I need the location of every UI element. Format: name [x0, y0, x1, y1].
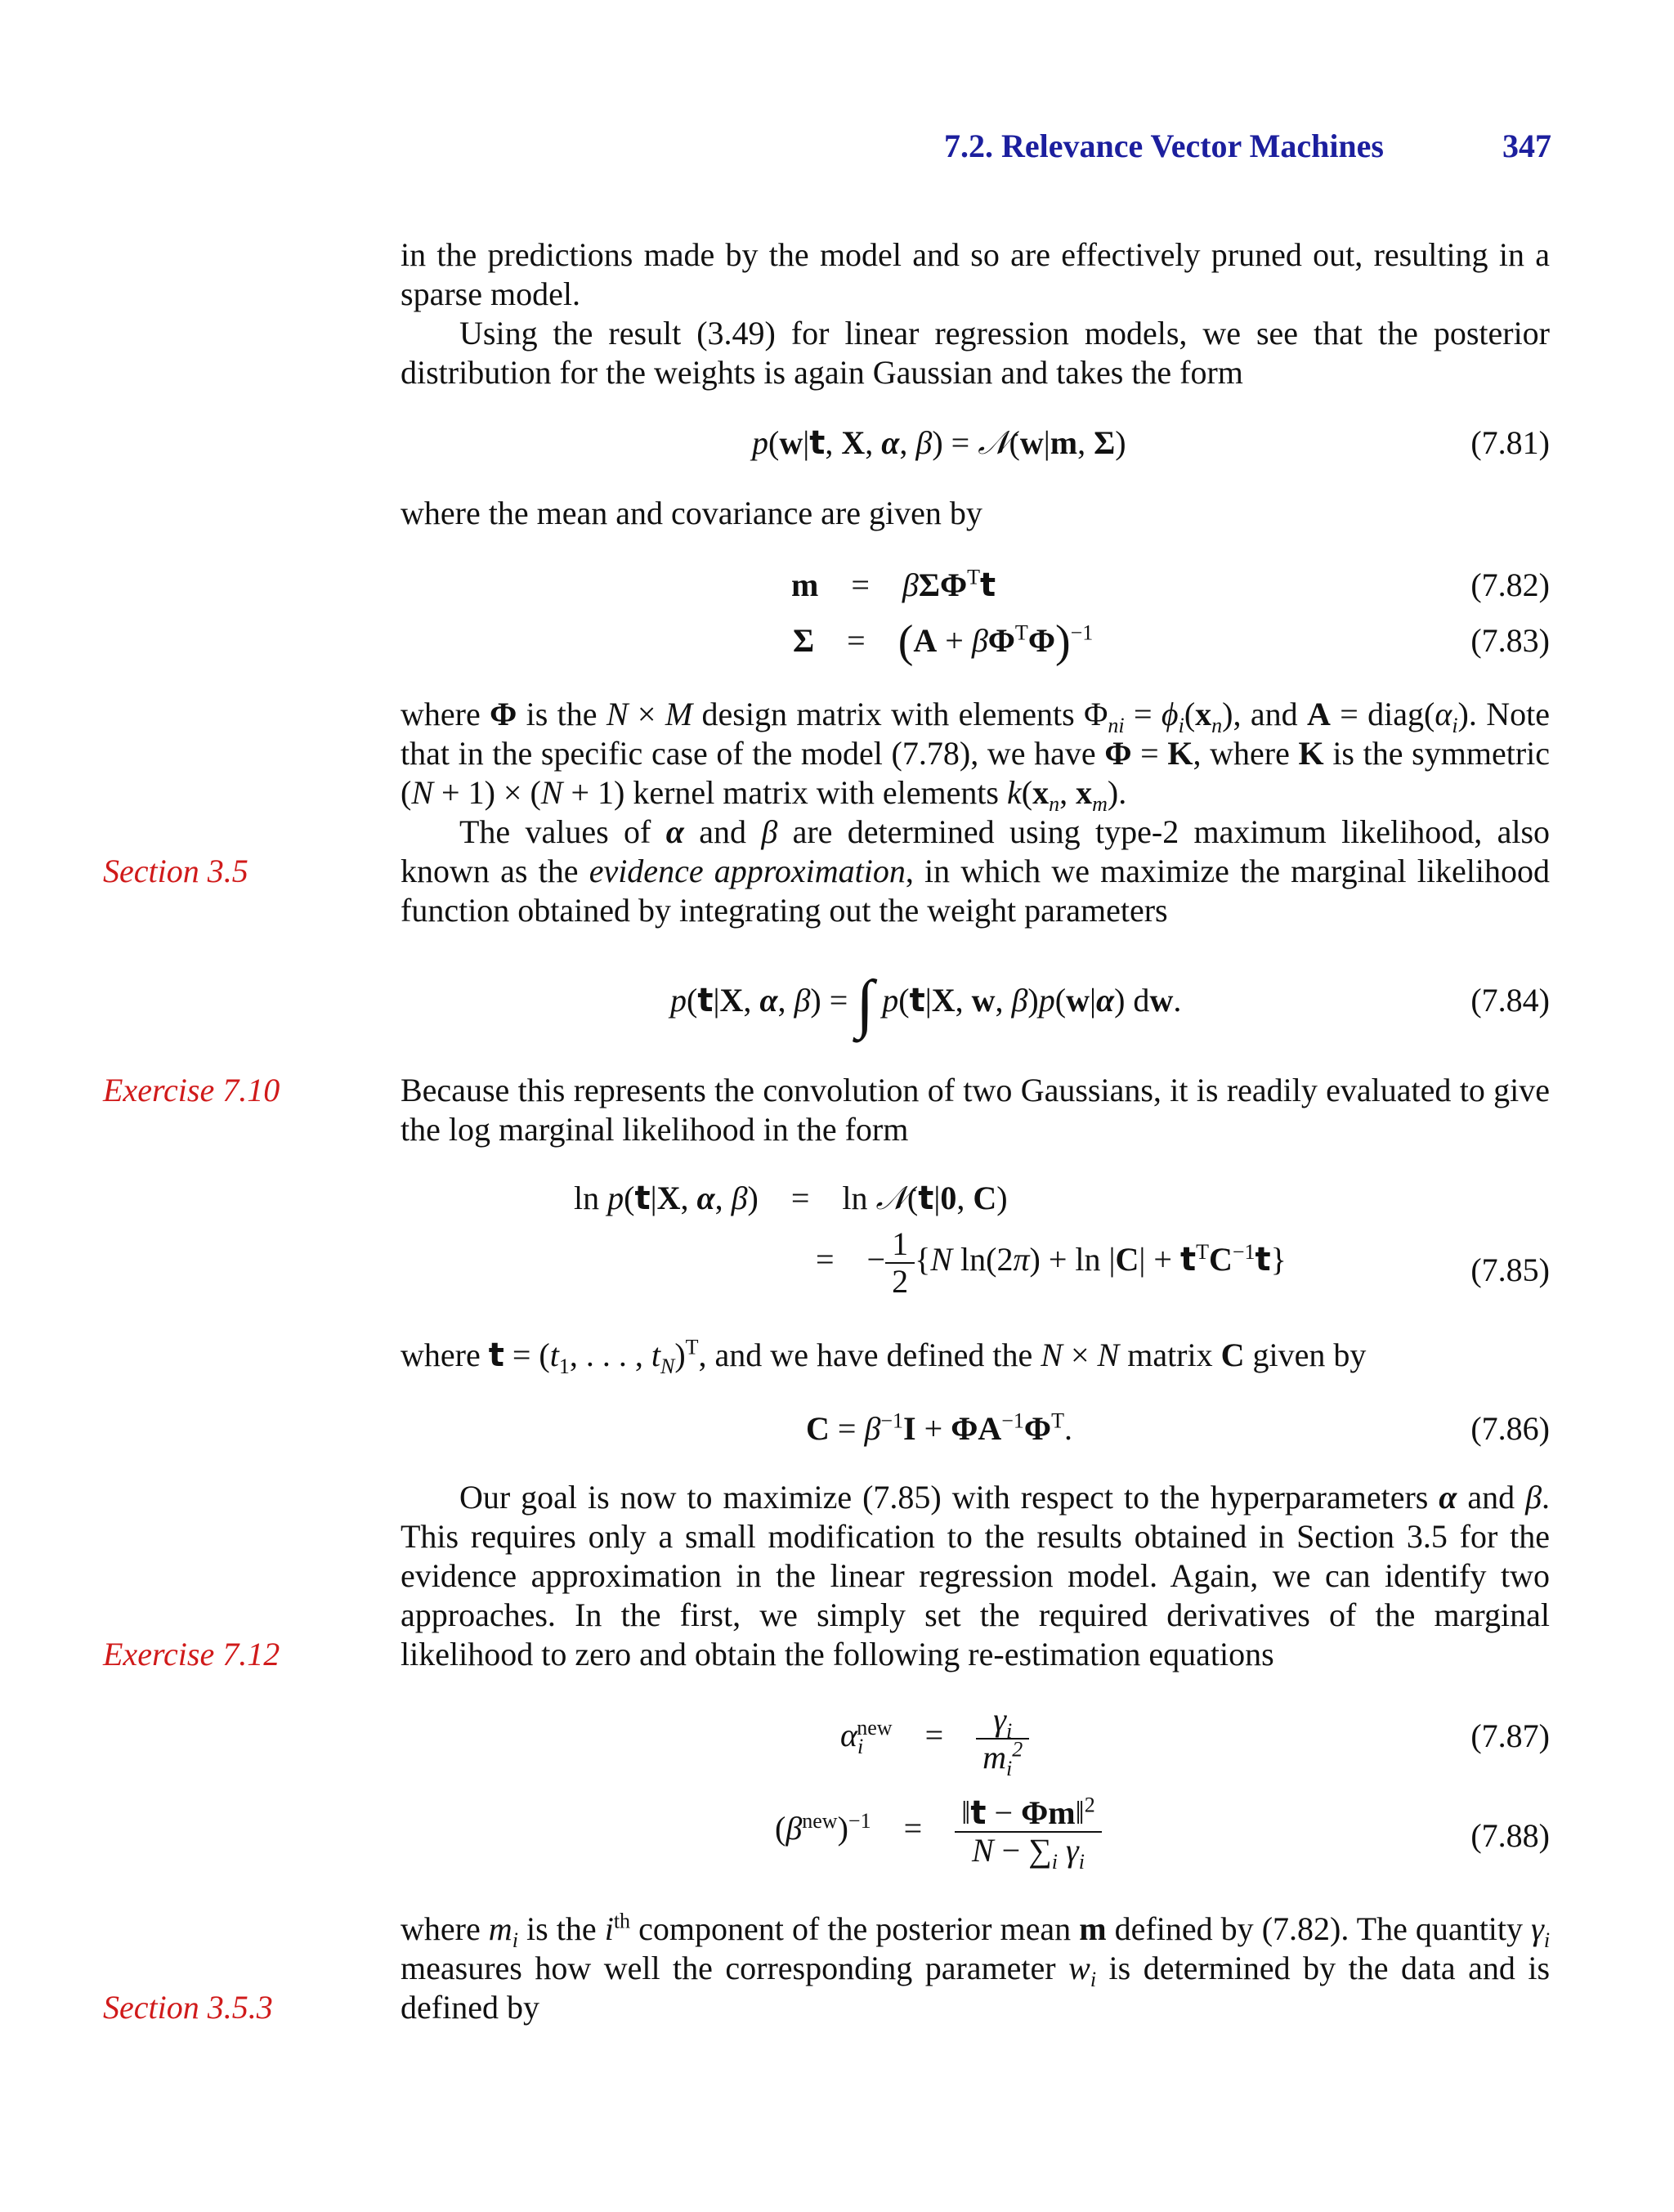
equation-number: (7.84): [1470, 982, 1550, 1019]
equation-7-82: [401, 566, 1550, 615]
equation-number: (7.82): [1470, 566, 1550, 603]
margin-note-section-3-5[interactable]: Section 3.5: [103, 853, 248, 889]
equation-body: p(w|t, X, α, β) = 𝒩(w|m, Σ): [752, 424, 1126, 462]
paragraph-5: The values of α and β are determined using type-2 maximum likelihood, also known as the evidence approximation, in which we maximize the marginal likelihood function obtained by integrating out the weight parameters: [401, 813, 1551, 929]
equation-body: $(\beta^{new})^{-1}$ = $\frac{‖t - \Phi m‖^2}{N - \sum_i \gamma_i}$: [775, 1795, 1102, 1869]
paragraph-8: Our goal is now to maximize (7.85) with respect to the hyperparameters α and β. This requires only a small modification to the results obtained in Section 3.5 for the evidence approximation in the linear regression model. Again, we can identify two approaches. In the first, we simply set the required derivatives of the marginal likelihood to zero and obtain the following re-estimation equations: [401, 1479, 1551, 1672]
page-number: 347: [1502, 128, 1551, 164]
margin-note-exercise-7-12[interactable]: Exercise 7.12: [103, 1636, 280, 1672]
paragraph-2: Using the result (3.49) for linear regression models, we see that the posterior distribution for the weights is again Gaussian and takes the form: [401, 315, 1550, 391]
margin-note-section-3-5-3[interactable]: Section 3.5.3: [103, 1989, 273, 2026]
equation-number: (7.87): [1470, 1717, 1550, 1754]
margin-note-exercise-7-10[interactable]: Exercise 7.10: [103, 1072, 280, 1108]
equation-number: (7.88): [1470, 1817, 1550, 1854]
section-title: 7.2. Relevance Vector Machines: [943, 128, 1384, 164]
equation-number: (7.83): [1470, 622, 1550, 659]
paragraph-4: where Φ is the N × M design matrix with elements $\Phi_{ni} = \phi_i(x_n)$, and $A = diag(\alpha_i)$. Note that in the specific case of the model (7.78), we have Φ = K, where K is the symmetric (N + 1) × (N + 1) kernel matrix with elements $k(x_n$, $x_m$).: [401, 696, 1551, 816]
equation-7-84: [401, 967, 1550, 1040]
paragraph-7: where $t = (t_1$, . . . , $t_N)^T$, and we have defined the N × N matrix C given by: [401, 1335, 1367, 1378]
paragraph-3: where the mean and covariance are given by: [401, 495, 982, 531]
equation-7-87: [401, 1702, 1550, 1784]
equation-7-88: [401, 1795, 1550, 1885]
equation-7-83: [401, 616, 1550, 670]
equation-body: Σ = $(A + \beta\Phi^T\Phi)^{-1}$: [793, 616, 1094, 667]
equation-7-85-line-2: [401, 1226, 1550, 1308]
equation-number: (7.81): [1470, 424, 1550, 461]
equation-body: p(t|X, α, β) = ∫ p(t|X, w, β)p(w|α) dw.: [670, 967, 1182, 1040]
equation-7-81: [401, 423, 1550, 472]
equation-body: ln p(t|X, α, β) = ln 𝒩(t|0, C): [574, 1180, 1008, 1217]
equation-number: (7.86): [1470, 1410, 1550, 1447]
equation-7-86: [401, 1409, 1550, 1458]
equation-body: m = βΣΦ$^T$t: [791, 565, 996, 604]
equation-body: $\alpha_i^{new}$ = $\frac{\gamma_i}{m_i^2}$: [840, 1702, 1029, 1775]
equation-number: (7.85): [1470, 1252, 1550, 1288]
paragraph-6: Because this represents the convolution of two Gaussians, it is readily evaluated to give the log marginal likelihood in the form: [401, 1072, 1550, 1148]
equation-body: $C = \beta^{-1}I + \Phi A^{-1}\Phi^T$.: [806, 1408, 1072, 1447]
paragraph-1: in the predictions made by the model and so are effectively pruned out, resulting in a sparse model.: [401, 236, 1550, 312]
equation-7-85-line-1: [401, 1179, 1550, 1228]
equation-body: = − $\frac{1}{2}$ {N $\ln(2\pi) + \ln |C| + t^TC^{-1}t$}: [816, 1225, 1287, 1300]
paragraph-9: where $m_i$ is the $i^{th}$ component of the posterior mean m defined by (7.82). The quantity $\gamma_i$ measures how well the corresponding parameter $w_i$ is determined by the data and is defined by: [401, 1909, 1551, 2026]
